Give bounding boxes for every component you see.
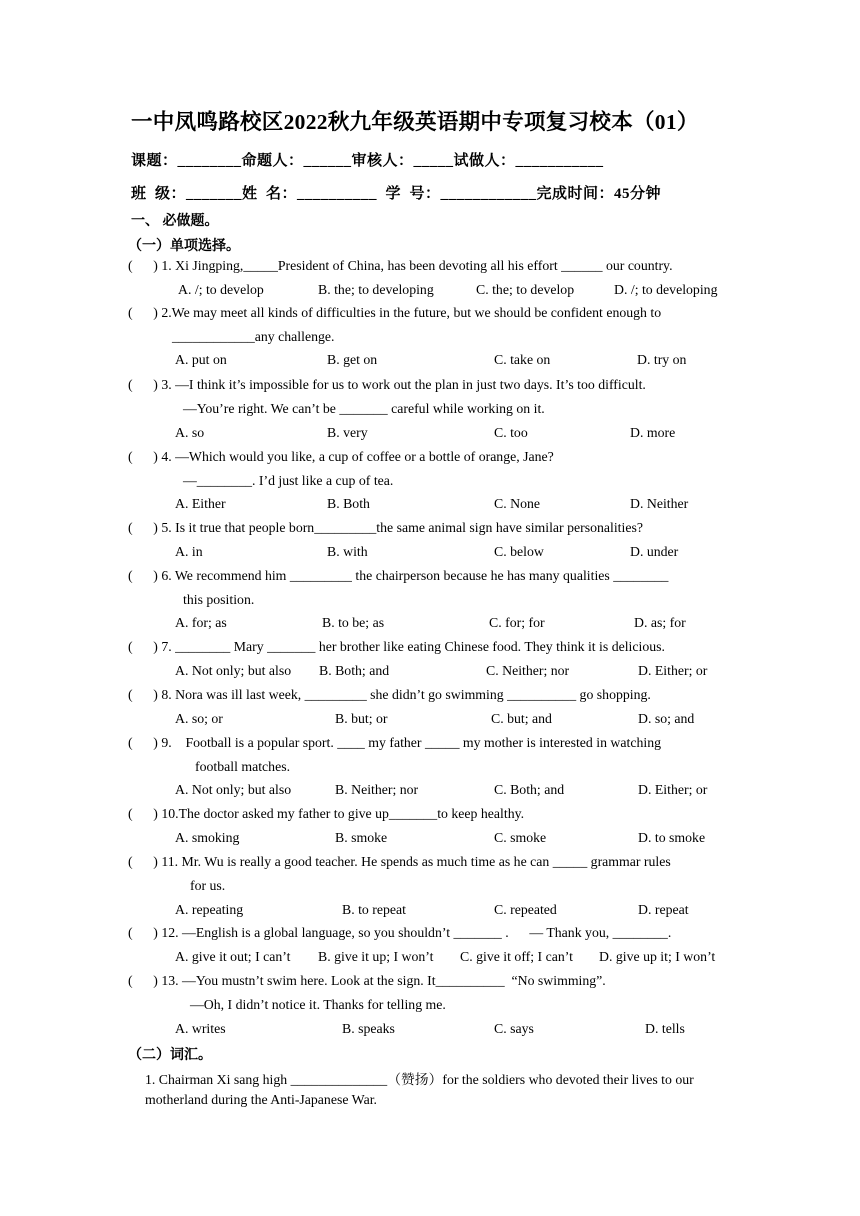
header-line-1: 课题：________命题人：______审核人：_____试做人：___________ xyxy=(131,153,604,169)
answer-option: B. Both; and xyxy=(319,663,390,678)
answer-option: B. give it up; I won’t xyxy=(318,949,434,964)
answer-option: B. to be; as xyxy=(322,615,385,630)
answer-option: D. as; for xyxy=(634,615,686,630)
answer-option: B. speaks xyxy=(342,1021,395,1036)
answer-option: A. so; or xyxy=(175,711,223,726)
answer-option: D. Either; or xyxy=(638,782,708,797)
question-stem: ( ) 13. —You mustn’t swim here. Look at the sign. It__________ “No swimming”. xyxy=(128,973,606,988)
answer-option: A. so xyxy=(175,425,205,440)
answer-option: A. writes xyxy=(175,1021,226,1036)
answer-option: D. try on xyxy=(637,352,687,367)
question-stem: ( ) 1. Xi Jingping,_____President of China, has been devoting all his effort ______ our country. xyxy=(128,258,673,273)
answer-option: C. Both; and xyxy=(494,782,565,797)
question-stem-continued: —You’re right. We can’t be _______ careful while working on it. xyxy=(183,401,545,416)
answer-option: B. with xyxy=(327,544,368,559)
answer-option: A. in xyxy=(175,544,203,559)
vocab-question-line: motherland during the Anti-Japanese War. xyxy=(145,1092,377,1107)
question-stem: ( ) 5. Is it true that people born_________the same animal sign have similar personalities? xyxy=(128,520,643,535)
question-stem-continued: football matches. xyxy=(195,759,291,774)
question-stem: ( ) 6. We recommend him _________ the chairperson because he has many qualities ________ xyxy=(128,568,669,583)
question-stem-continued: this position. xyxy=(183,592,255,607)
answer-option: B. very xyxy=(327,425,368,440)
answer-option: A. put on xyxy=(175,352,227,367)
answer-option: B. Both xyxy=(327,496,370,511)
answer-option: D. so; and xyxy=(638,711,695,726)
answer-option: A. repeating xyxy=(175,902,244,917)
answer-option: D. Either; or xyxy=(638,663,708,678)
part1-heading: （一）单项选择。 xyxy=(128,239,240,254)
answer-option: C. says xyxy=(494,1021,534,1036)
answer-option: D. give up it; I won’t xyxy=(599,949,716,964)
question-stem-continued: for us. xyxy=(190,878,226,893)
question-stem: ( ) 2.We may meet all kinds of difficulties in the future, but we should be confident enough to xyxy=(128,305,662,320)
answer-option: B. Neither; nor xyxy=(335,782,419,797)
vocab-question-line: 1. Chairman Xi sang high ______________（赞扬）for the soldiers who devoted their lives to our xyxy=(145,1072,694,1087)
answer-option: D. Neither xyxy=(630,496,689,511)
answer-option: C. take on xyxy=(494,352,551,367)
answer-option: A. Not only; but also xyxy=(175,782,292,797)
question-stem: ( ) 8. Nora was ill last week, _________ she didn’t go swimming __________ go shopping. xyxy=(128,687,651,702)
answer-option: C. below xyxy=(494,544,544,559)
answer-option: D. /; to developing xyxy=(614,282,718,297)
answer-option: D. more xyxy=(630,425,676,440)
answer-option: B. get on xyxy=(327,352,378,367)
question-stem-continued: ____________any challenge. xyxy=(172,329,335,344)
answer-option: C. too xyxy=(494,425,528,440)
answer-option: A. Not only; but also xyxy=(175,663,292,678)
header-line-2: 班 级：_______姓 名：__________ 学 号：____________完成时间：45分钟 xyxy=(131,186,662,202)
page-title: 一中凤鸣路校区2022秋九年级英语期中专项复习校本（01） xyxy=(131,110,699,134)
answer-option: A. give it out; I can’t xyxy=(175,949,291,964)
answer-option: B. the; to developing xyxy=(318,282,434,297)
answer-option: C. give it off; I can’t xyxy=(460,949,573,964)
answer-option: C. smoke xyxy=(494,830,547,845)
answer-option: D. tells xyxy=(645,1021,685,1036)
question-stem: ( ) 3. —I think it’s impossible for us to work out the plan in just two days. It’s too difficult. xyxy=(128,377,646,392)
question-stem-continued: —________. I’d just like a cup of tea. xyxy=(183,473,394,488)
question-stem-continued: —Oh, I didn’t notice it. Thanks for telling me. xyxy=(190,997,446,1012)
question-stem: ( ) 12. —English is a global language, so you shouldn’t _______ . — Thank you, ________. xyxy=(128,925,672,940)
answer-option: A. smoking xyxy=(175,830,240,845)
part2-heading: （二）词汇。 xyxy=(128,1048,212,1063)
answer-option: C. None xyxy=(494,496,540,511)
section-heading: 一、 必做题。 xyxy=(131,214,219,229)
answer-option: A. Either xyxy=(175,496,226,511)
answer-option: B. to repeat xyxy=(342,902,406,917)
answer-option: A. for; as xyxy=(175,615,227,630)
question-stem: ( ) 10.The doctor asked my father to give up_______to keep healthy. xyxy=(128,806,525,821)
answer-option: C. the; to develop xyxy=(476,282,575,297)
answer-option: C. but; and xyxy=(491,711,552,726)
question-stem: ( ) 11. Mr. Wu is really a good teacher. He spends as much time as he can _____ grammar rules xyxy=(128,854,671,869)
answer-option: D. repeat xyxy=(638,902,689,917)
answer-option: C. Neither; nor xyxy=(486,663,570,678)
question-stem: ( ) 7. ________ Mary _______ her brother like eating Chinese food. They think it is delicious. xyxy=(128,639,665,654)
question-stem: ( ) 9. Football is a popular sport. ____ my father _____ my mother is interested in watching xyxy=(128,735,662,750)
answer-option: C. for; for xyxy=(489,615,545,630)
answer-option: D. to smoke xyxy=(638,830,706,845)
question-stem: ( ) 4. —Which would you like, a cup of coffee or a bottle of orange, Jane? xyxy=(128,449,554,464)
answer-option: A. /; to develop xyxy=(178,282,264,297)
answer-option: B. but; or xyxy=(335,711,388,726)
answer-option: D. under xyxy=(630,544,679,559)
answer-option: C. repeated xyxy=(494,902,557,917)
answer-option: B. smoke xyxy=(335,830,388,845)
